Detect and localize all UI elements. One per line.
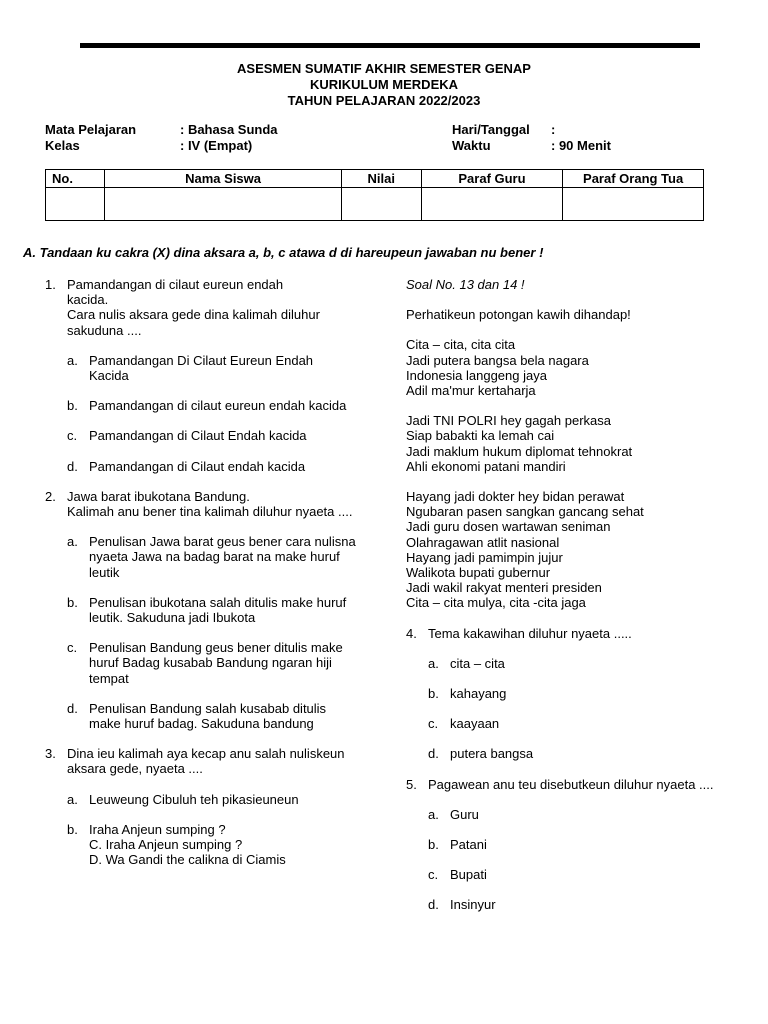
option-text: Pamandangan di Cilaut Endah kacida [89,428,307,444]
poem-line: Jadi wakil rakyat menteri presiden [406,580,602,596]
poem-line: Adil ma'mur kertaharja [406,383,536,399]
question-2 [45,489,375,519]
option-b[interactable] [67,398,349,413]
header-parent-initial: Paraf Orang Tua [563,170,704,188]
option-a[interactable] [67,353,349,383]
option-c[interactable] [67,428,375,443]
option-d[interactable] [67,701,351,731]
option-letter: c. [67,428,78,444]
option-d-inline[interactable]: D. Wa Gandi the calikna di Ciamis [89,852,286,868]
option-text: Penulisan Jawa barat geus bener cara nulisna nyaeta Jawa na badag barat na make huruf leutik [89,534,356,580]
option-text: Pamandangan di Cilaut endah kacida [89,458,306,474]
option-letter: a. [428,655,439,671]
poem-line: Siap babakti ka lemah cai [406,428,555,444]
option-letter: d. [428,897,439,913]
question-3 [45,746,357,776]
option-letter: a. [428,806,439,822]
question-number: 1. [45,277,56,292]
top-rule [80,43,700,48]
question-number: 5. [406,776,417,792]
class-label: Kelas [45,138,80,153]
option-a[interactable] [67,534,361,580]
option-letter: d. [428,746,439,762]
option-text: Patani [450,837,487,853]
option-d[interactable] [428,746,706,761]
poem-line: Cita – cita, cita cita [406,337,516,353]
poem-prompt: Perhatikeun potongan kawih dihandap! [406,307,631,323]
cell-student-name[interactable] [105,188,342,221]
school-year-title: TAHUN PELAJARAN 2022/2023 [287,93,481,108]
poem-line: Hayang jadi pamimpin jujur [406,549,563,565]
option-letter: d. [67,700,78,716]
question-1 [45,277,375,338]
option-b[interactable] [67,822,375,868]
subject-label: Mata Pelajaran [45,122,137,137]
option-text: Insinyur [450,897,496,913]
option-letter: b. [67,821,78,837]
question-group-intro: Soal No. 13 dan 14 ! [406,277,525,292]
cell-parent-initial[interactable] [563,188,704,221]
question-number: 4. [406,625,417,641]
option-letter: a. [67,534,78,550]
left-column [45,277,375,867]
date-label: Hari/Tanggal [452,122,530,137]
question-text: Pamandangan di cilaut eureun endah kacida. [67,277,284,308]
question-4 [406,626,706,641]
option-letter: b. [67,398,78,414]
student-table-header-row [46,170,704,188]
option-a[interactable] [428,656,706,671]
header-teacher-initial: Paraf Guru [421,170,563,188]
question-text: Jawa barat ibukotana Bandung. [67,488,250,504]
section-instruction: A. Tandaan ku cakra (X) dina aksara a, b, c atawa d di hareupeun jawaban nu bener ! [23,245,544,260]
option-d[interactable] [428,897,706,912]
poem-line: Ahli ekonomi patani mandiri [406,458,566,474]
option-letter: b. [67,594,78,610]
poem-line: Walikota bupati gubernur [406,565,551,581]
student-info-table [45,169,704,221]
poem-line: Jadi putera bangsa bela nagara [406,352,589,368]
option-text: Bupati [450,867,487,883]
question-prompt: Cara nulis aksara gede dina kalimah diluhur sakuduna .... [67,307,320,338]
header-no: No. [46,170,105,188]
option-b[interactable] [67,595,361,625]
time-value: : 90 Menit [551,138,611,153]
option-text: Penulisan Bandung salah kusabab ditulis make huruf badag. Sakuduna bandung [89,700,327,732]
option-b[interactable] [428,686,706,701]
poem-line: Jadi TNI POLRI hey gagah perkasa [406,413,611,429]
option-letter: d. [67,458,78,474]
question-number: 2. [45,488,56,504]
header-student-name: Nama Siswa [105,170,342,188]
poem-line: Hayang jadi dokter hey bidan perawat [406,489,625,505]
question-text: Dina ieu kalimah aya kecap anu salah nuliskeun aksara gede, nyaeta .... [67,746,345,777]
poem [406,337,706,610]
question-text: Pagawean anu teu disebutkeun diluhur nyaeta .... [428,776,714,792]
exam-title: ASESMEN SUMATIF AKHIR SEMESTER GENAP [237,61,531,76]
time-label: Waktu [452,138,491,153]
option-text: Pamandangan Di Cilaut Eureun Endah Kacida [89,352,314,384]
class-value: : IV (Empat) [180,138,253,153]
option-c[interactable] [67,640,351,686]
question-5 [406,777,718,792]
question-text: Tema kakawihan diluhur nyaeta ..... [428,625,632,641]
poem-line: Indonesia langgeng jaya [406,367,547,383]
option-text: putera bangsa [450,746,534,762]
option-text: kaayaan [450,716,500,732]
option-c[interactable] [428,716,706,731]
option-c[interactable] [428,867,706,882]
option-letter: c. [67,640,78,656]
header-score: Nilai [341,170,421,188]
option-letter: b. [428,686,439,702]
option-c-inline[interactable]: C. Iraha Anjeun sumping ? [89,837,243,853]
question-number: 3. [45,746,56,762]
cell-score[interactable] [341,188,421,221]
cell-no[interactable] [46,188,105,221]
option-letter: b. [428,837,439,853]
option-d[interactable] [67,459,375,474]
date-value: : [551,122,556,137]
right-column [406,277,714,913]
option-letter: c. [428,716,439,732]
option-b[interactable] [428,837,706,852]
option-text: Penulisan ibukotana salah ditulis make huruf leutik. Sakuduna jadi Ibukota [89,594,347,626]
poem-line: Olahragawan atlit nasional [406,534,560,550]
poem-line: Ngubaran pasen sangkan gancang sehat [406,504,644,520]
curriculum-title: KURIKULUM MERDEKA [309,77,459,92]
cell-teacher-initial[interactable] [421,188,563,221]
option-text: Leuweung Cibuluh teh pikasieuneun [89,791,299,807]
option-text: Penulisan Bandung geus bener ditulis make huruf Badag kusabab Bandung ngaran hiji tempat [89,640,343,686]
option-text: kahayang [450,686,507,702]
poem-line: Jadi maklum hukum diplomat tehnokrat [406,443,633,459]
student-table-entry-row [46,188,704,221]
question-prompt: Kalimah anu bener tina kalimah diluhur nyaeta .... [67,504,353,520]
option-a[interactable] [67,792,375,807]
option-text: Guru [450,806,479,822]
option-letter: a. [67,791,78,807]
subject-value: : Bahasa Sunda [180,122,278,137]
poem-line: Jadi guru dosen wartawan seniman [406,519,611,535]
option-text: Iraha Anjeun sumping ? [89,821,226,837]
option-text: cita – cita [450,655,505,671]
poem-line: Cita – cita mulya, cita -cita jaga [406,595,586,611]
option-letter: a. [67,352,78,368]
option-letter: c. [428,867,439,883]
option-a[interactable] [428,807,706,822]
option-text: Pamandangan di cilaut eureun endah kacida [89,398,347,414]
